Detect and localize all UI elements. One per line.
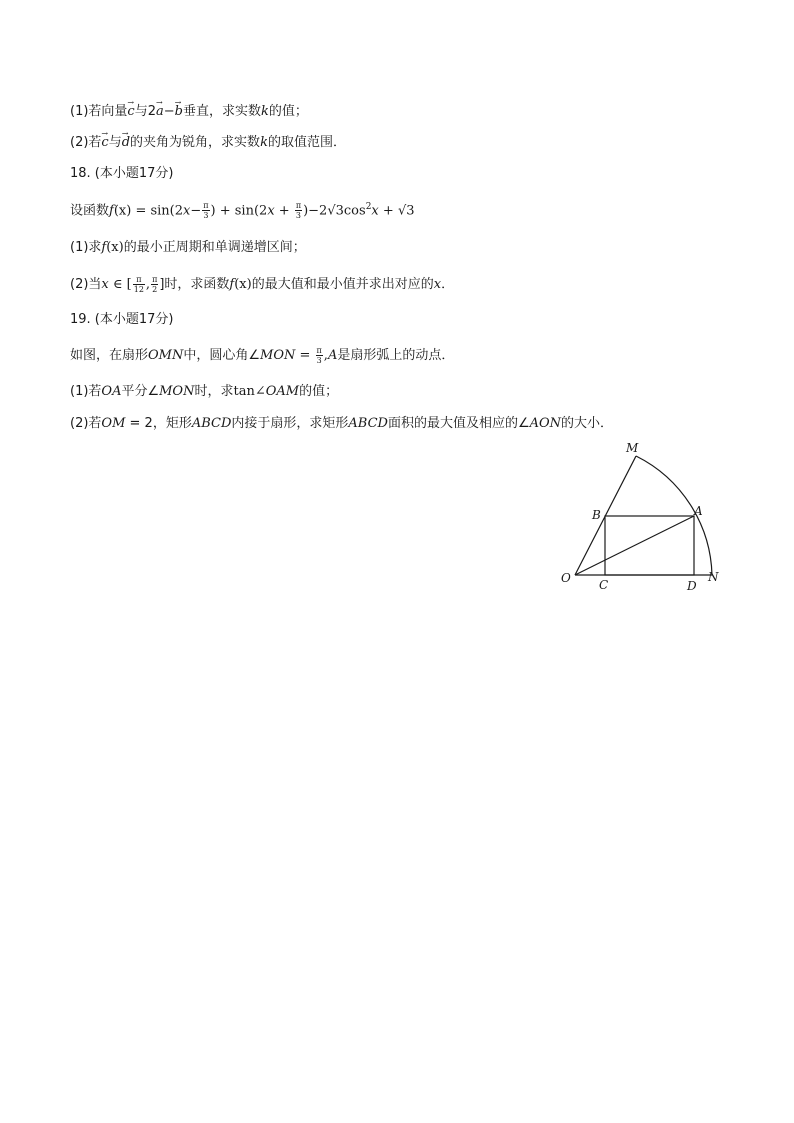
- q18-header: 18. (本小题17分): [70, 166, 174, 181]
- q18-part2: [70, 275, 454, 294]
- angle-name: MON: [260, 348, 296, 363]
- sqrt-3: √3: [327, 203, 344, 219]
- text: 的大小．: [561, 416, 614, 431]
- label-a: A: [694, 504, 703, 518]
- vector-c: → c: [101, 134, 108, 152]
- label-c: C: [599, 578, 609, 592]
- segment-oa: [575, 516, 694, 575]
- comma: ,: [323, 348, 328, 363]
- q17-part2: [70, 134, 346, 152]
- arg: (x): [106, 240, 124, 255]
- var-f: f: [109, 203, 114, 219]
- text: 中，圆心角∠: [183, 348, 261, 363]
- var-x: x: [267, 203, 275, 219]
- text: ]时，求函数: [159, 277, 230, 292]
- var-x: x: [433, 277, 442, 292]
- label-d: D: [687, 579, 697, 593]
- text: 的值；: [268, 104, 308, 119]
- segment-oa: OA: [101, 384, 122, 399]
- minus: −: [163, 104, 175, 119]
- q19-header: 19. (本小题17分): [70, 312, 174, 327]
- label-o: O: [561, 571, 571, 585]
- text: 的夹角为锐角，求实数: [130, 135, 261, 150]
- plus: +: [274, 203, 294, 219]
- angle-name: AON: [529, 416, 562, 431]
- text: 内接于扇形，求矩形: [231, 416, 349, 431]
- text: (2)若: [70, 135, 102, 150]
- text: ．: [441, 277, 455, 292]
- rectangle-name: ABCD: [348, 416, 388, 431]
- text: 平分∠: [121, 384, 160, 399]
- vector-c: → c: [127, 103, 134, 121]
- var-x: x: [371, 203, 379, 219]
- fraction-pi-3: $\frac{\pi}{3}$: [203, 201, 209, 221]
- point-a: A: [327, 348, 338, 363]
- text: 的值；: [299, 384, 339, 399]
- exponent: 2: [365, 202, 372, 212]
- var-k: k: [261, 104, 269, 119]
- rectangle-abcd: [605, 516, 694, 575]
- q18-part1: [70, 239, 306, 257]
- q17-part1: [70, 103, 308, 121]
- text: (1)若: [70, 384, 102, 399]
- text: (1)求: [70, 240, 102, 255]
- q19-part1: [70, 383, 338, 401]
- arg: (x): [234, 277, 252, 292]
- label-n: N: [708, 570, 719, 584]
- text: 的最大值和最小值并求出对应的: [251, 277, 434, 292]
- sqrt-3: √3: [397, 203, 415, 219]
- text: 设函数: [70, 203, 110, 219]
- minus: −: [190, 203, 202, 219]
- fraction-pi-2: $\frac{\pi}{2}$: [152, 275, 158, 294]
- vector-b: → b: [175, 103, 183, 121]
- q19-part2: [70, 415, 613, 433]
- label-m: M: [626, 441, 639, 455]
- angle-name: OAM: [265, 384, 300, 399]
- cos: cos: [343, 203, 366, 219]
- text: 如图，在扇形: [70, 348, 149, 363]
- segment-om: OM: [101, 416, 126, 431]
- fraction-pi-3: $\frac{\pi}{3}$: [295, 201, 302, 221]
- q19-intro: [70, 346, 454, 365]
- label-b: B: [592, 508, 601, 522]
- angle-name: MON: [159, 384, 195, 399]
- text: = 2，矩形: [125, 416, 192, 431]
- var-x: x: [183, 203, 191, 219]
- sector-name: OMN: [148, 348, 184, 363]
- text: 面积的最大值及相应的∠: [387, 416, 530, 431]
- fraction-pi-12: $\frac{\pi}{12}$: [133, 275, 144, 294]
- plus: +: [378, 203, 398, 219]
- text: )−2: [303, 203, 328, 219]
- sector-figure: [540, 430, 740, 600]
- text: 与2: [134, 104, 156, 119]
- text: = sin(2: [131, 203, 184, 219]
- q18-function-def: [70, 198, 415, 220]
- text: (1)若向量: [70, 104, 128, 119]
- rectangle-name: ABCD: [191, 416, 232, 431]
- text: ∈ [: [108, 277, 132, 292]
- comma: ,: [145, 277, 151, 292]
- arg: (x): [113, 203, 132, 219]
- text: (2)若: [70, 416, 102, 431]
- text: (2)当: [70, 277, 102, 292]
- text: 是扇形弧上的动点．: [337, 348, 455, 363]
- vector-d: → d: [122, 134, 130, 152]
- text: 的取值范围．: [267, 135, 346, 150]
- equals: =: [295, 348, 315, 363]
- var-x: x: [101, 277, 109, 292]
- var-k: k: [260, 135, 268, 150]
- text: 垂直，求实数: [182, 104, 261, 119]
- tan: tan: [233, 384, 255, 399]
- var-f: f: [101, 240, 107, 255]
- var-f: f: [229, 277, 235, 292]
- vector-a: → a: [156, 103, 164, 121]
- fraction-pi-3: $\frac{\pi}{3}$: [316, 346, 322, 365]
- text: 时，求: [194, 384, 234, 399]
- text: 与: [108, 135, 122, 150]
- text: ) + sin(2: [210, 203, 268, 219]
- angle-symbol: ∠: [254, 384, 266, 399]
- text: 的最小正周期和单调递增区间；: [123, 240, 306, 255]
